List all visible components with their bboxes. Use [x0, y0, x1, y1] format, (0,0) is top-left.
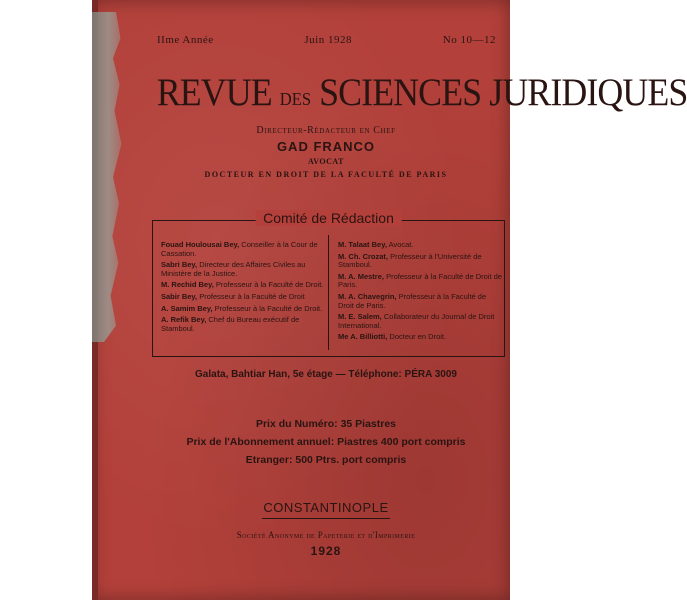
member-description: Collaborateur du Journal de Droit International.: [338, 312, 495, 330]
member-description: Chef du Bureau exécutif de Stamboul.: [161, 315, 300, 333]
committee-right-column: [338, 241, 504, 345]
office-address: Galata, Bahtiar Han, 5e étage — Téléphone: PÉRA 3009: [195, 369, 457, 380]
title-word-sciences: SCIENCES JURIDIQUES: [319, 71, 687, 114]
committee-title: Comité de Rédaction: [255, 210, 402, 226]
issue-date: Juin 1928: [304, 34, 352, 46]
publication-city: CONSTANTINOPLE: [263, 500, 389, 515]
member-description: Professeur à la Faculté de Droit.: [214, 303, 323, 313]
member-description: Professeur à la Faculté de Droit de Paris.: [338, 271, 502, 290]
committee-member: [338, 293, 504, 310]
member-name: M. A. Chavegrin,: [338, 291, 397, 301]
committee-member: [338, 253, 504, 270]
publication-year: 1928: [310, 544, 342, 558]
title-word-des: DES: [279, 89, 312, 109]
member-name: A. Refik Bey,: [161, 315, 207, 325]
member-description: Avocat.: [388, 240, 414, 249]
committee-member: [161, 261, 327, 278]
issue-number: No 10—12: [442, 34, 496, 46]
committee-member: [161, 241, 327, 258]
subscription-price: Prix de l'Abonnement annuel: Piastres 400 port compris: [186, 436, 466, 448]
title-word-revue: REVUE: [156, 71, 272, 114]
editor-role: Directeur-Rédacteur en Chef: [256, 125, 396, 136]
issue-header: [157, 34, 496, 46]
editor-profession: AVOCAT: [308, 157, 344, 166]
member-name: Fouad Houlousai Bey,: [161, 240, 240, 249]
committee-member: [161, 305, 327, 314]
issue-year: IIme Année: [157, 34, 214, 46]
member-description: Directeur des Affaires Civiles au Ministère de la Justice.: [161, 260, 306, 278]
member-name: Sabir Bey,: [161, 291, 198, 301]
committee-member: [161, 281, 327, 290]
member-description: Conseiller à la Cour de Cassation.: [161, 240, 318, 258]
member-name: M. Talaat Bey,: [338, 240, 387, 249]
member-name: M. Ch. Crozat,: [338, 251, 388, 261]
committee-member: [338, 273, 504, 290]
footer-rule: [262, 518, 390, 519]
foreign-price: Etranger: 500 Ptrs. port compris: [245, 454, 407, 466]
committee-divider: [328, 235, 329, 350]
committee-member: [338, 333, 504, 342]
editor-degree: DOCTEUR EN DROIT DE LA FACULTÉ DE PARIS: [204, 170, 448, 179]
member-name: Sabri Bey,: [161, 260, 198, 270]
member-description: Docteur en Droit.: [389, 332, 447, 342]
editorial-committee-box: [152, 210, 505, 357]
member-description: Professeur à l'Université de Stamboul.: [338, 251, 482, 270]
printer-name: Société Anonyme de Papeterie et d'Imprimerie: [236, 530, 416, 540]
editor-name: GAD FRANCO: [276, 139, 376, 154]
member-name: A. Samim Bey,: [161, 303, 213, 313]
journal-cover: [92, 0, 687, 600]
committee-member: [338, 313, 504, 330]
committee-left-column: [161, 241, 327, 336]
member-name: M. Rechid Bey,: [161, 280, 214, 290]
journal-title: [156, 70, 687, 115]
worn-spine-area: [92, 12, 122, 342]
committee-member: [161, 316, 327, 333]
committee-member: [161, 293, 327, 302]
member-description: Professeur à la Faculté de Droit: [199, 291, 305, 301]
member-description: Professeur à la Faculté de Droit de Paris.: [338, 291, 487, 310]
member-name: Me A. Billiotti,: [338, 332, 388, 342]
issue-price: Prix du Numéro: 35 Piastres: [255, 418, 397, 430]
member-name: M. E. Salem,: [338, 312, 382, 322]
committee-member: [338, 241, 504, 250]
member-name: M. A. Mestre,: [338, 271, 384, 281]
member-description: Professeur à la Faculté de Droit.: [215, 280, 324, 290]
